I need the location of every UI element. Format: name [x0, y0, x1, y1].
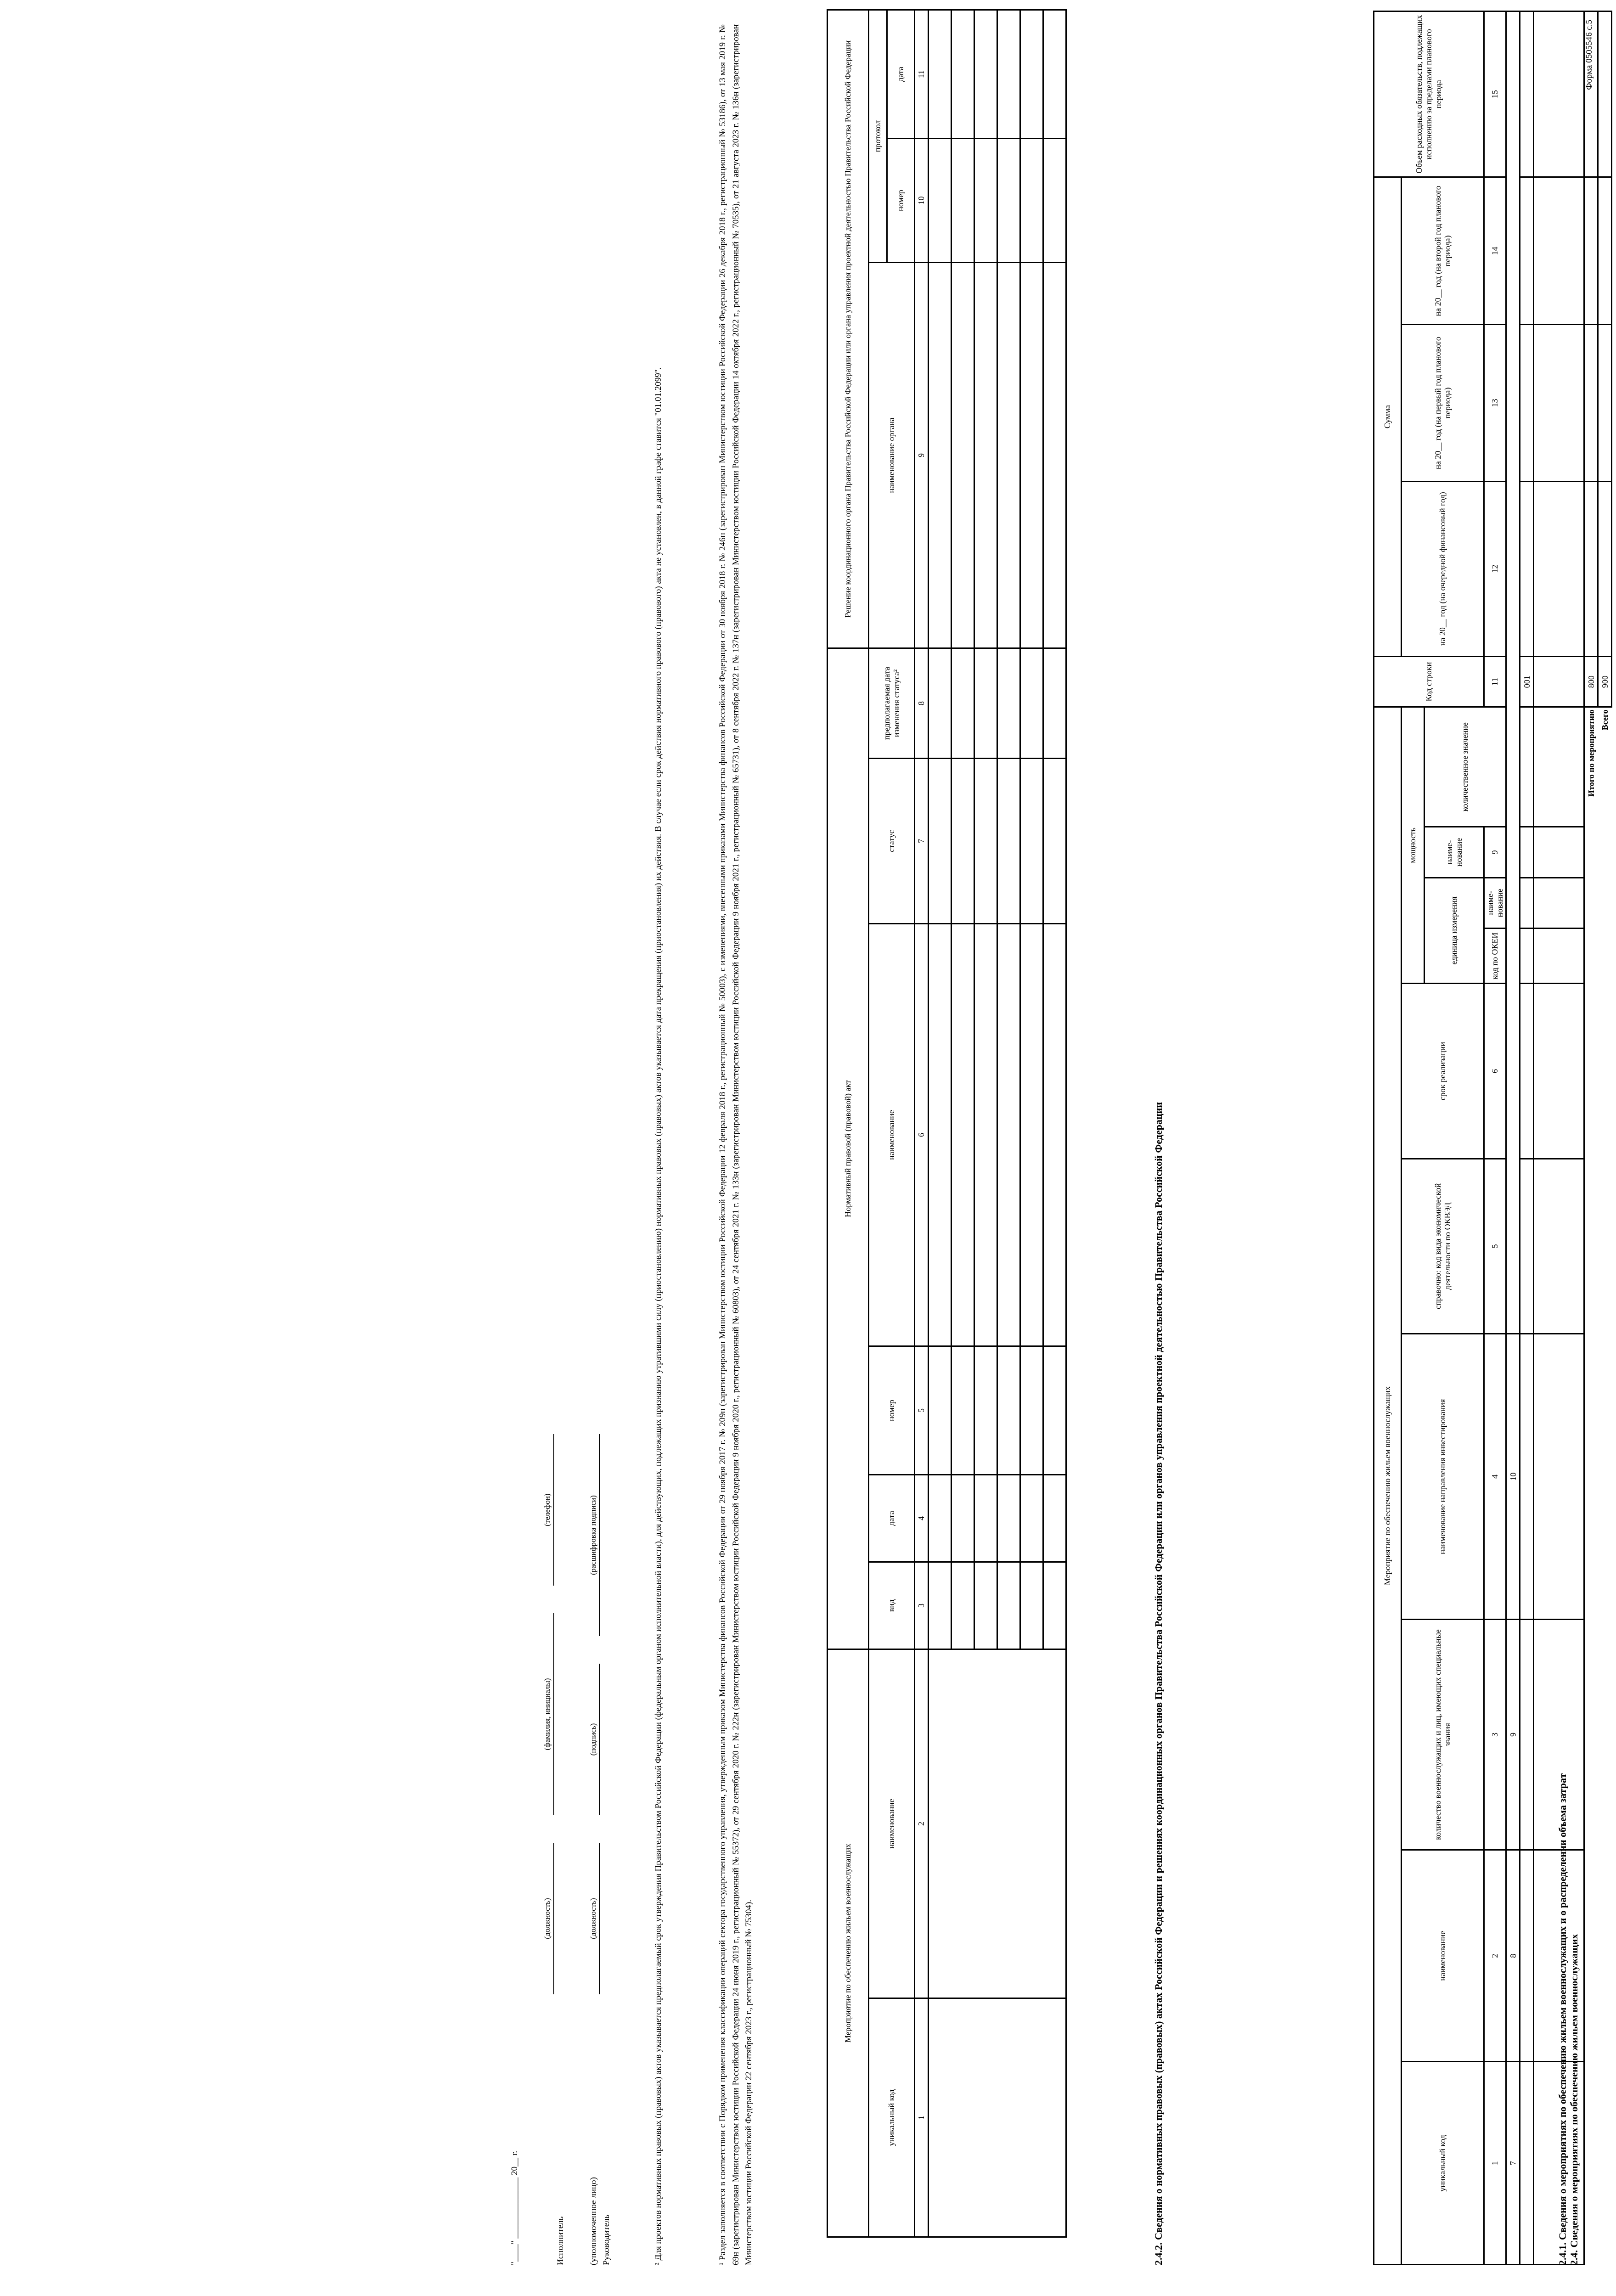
t1-col-year3: на 20__ год (на второй год планового периода)	[1402, 177, 1484, 325]
t2-num-8: 8	[915, 648, 929, 758]
table-row	[929, 10, 952, 2237]
t1-num-15: 15	[1484, 11, 1506, 177]
head-signature-caption: (подпись)	[589, 1723, 597, 1756]
table-row	[1520, 11, 1534, 2265]
events-table	[1373, 11, 1612, 2265]
section-2-4-title: 2.4. Сведения о мероприятиях по обеспечению жильем военнослужащих	[1568, 1934, 1580, 2265]
section-2-4-2-title: 2.4.2. Сведения о нормативных правовых (правовых) актах Российской Федерации и решениях координационных органов Правительства Российской Федерации или органов управления проектной деятельностью Правительства Российской Федерации	[1153, 1102, 1164, 2265]
head-position-line	[599, 1843, 600, 1994]
t1-col-obligations: Объем расходных обязательств, подлежащих исполнению за пределами планового периода	[1374, 11, 1484, 177]
t1-total-code: 900	[1598, 656, 1612, 707]
acts-table	[827, 9, 1067, 2238]
executor-position-line	[553, 1843, 554, 1994]
t1-row-code-001: 001	[1520, 656, 1534, 707]
t1-num-9b: 9	[1506, 1620, 1520, 1850]
t1-num-6: 6	[1484, 984, 1506, 1159]
t2-col-date: дата	[869, 1474, 915, 1562]
executor-position-caption: (должность)	[543, 1898, 552, 1939]
t1-num-8: 8	[1506, 1850, 1520, 2062]
subtotal-row	[1584, 11, 1598, 2265]
t2-col-number: номер	[869, 1346, 915, 1474]
t2-col-protocol: протокол	[869, 10, 887, 262]
executor-fio-caption: (фамилия, инициалы)	[543, 1678, 552, 1750]
t1-col-sum: Сумма	[1374, 177, 1402, 657]
executor-fio-line	[553, 1613, 554, 1815]
t2-col-act-name: наименование	[869, 923, 915, 1346]
head-sub: (уполномоченное лицо)	[589, 2177, 598, 2265]
footnote-2: ² Для проектов нормативных правовых (правовых) актов указывается предполагаемый срок утверждения Правительством Российской Федерации (федеральным органом исполнительной власти), для действующих, подлежащих признанию утратившими силу (приостановлению) нормативных правовых (правовых) актов указывается дата прекращения (приостановления) их действия. В случае если срок действия нормативного правового (правового) акта не установлен, в данной графе ставится "01.01.2099".	[653, 367, 663, 2265]
executor-phone-line	[553, 1434, 554, 1586]
t1-num-9: 9	[1484, 827, 1506, 878]
t1-col-capacity: мощность	[1402, 707, 1425, 984]
t1-num-12: 12	[1484, 481, 1506, 656]
footnote-1: ¹ Раздел заполняется в соответствии с Порядком применения классификации операций сектора государственного управления, утвержденным приказом Министерства финансов Российской Федерации от 29 ноября 2017 г. № 209н (зарегистрирован Министерством юстиции Российской Федерации 12 февраля 2018 г., регистрационный № 50003), с изменениями, внесенными приказами Министерства финансов Российской Федерации от 30 ноября 2018 г. № 246н (зарегистрирован Министерством юстиции Российской Федерации 26 декабря 2018 г., регистрационный № 53186), от 13 мая 2019 г. № 69н (зарегистрирован Министерством юстиции Российской Федерации 24 июня 2019 г., регистрационный № 55372), от 29 сентября 2020 г. № 222н (зарегистрирован Министерством юстиции Российской Федерации 9 ноября 2020 г., регистрационный № 60803), от 24 сентября 2021 г. № 133н (зарегистрирован Министерством юстиции Российской Федерации 9 ноября 2021 г., регистрационный № 65731), от 8 сентября 2022 г. № 137н (зарегистрирован Министерством юстиции Российской Федерации 14 октября 2022 г., регистрационный № 70535), от 21 августа 2023 г. № 136н (зарегистрирован Министерством юстиции Российской Федерации 22 сентября 2023 г., регистрационный № 75304).	[718, 24, 754, 2265]
head-decoding-line	[599, 1434, 600, 1636]
t2-num-11: 11	[915, 10, 929, 138]
t1-col-okei: код по ОКЕИ	[1484, 929, 1506, 984]
t1-num-7: 7	[1506, 2062, 1520, 2265]
t1-col-quantity: количественное значение	[1425, 707, 1506, 827]
t1-col-count: количество военнослужащих и лиц, имеющих специальные звания	[1402, 1620, 1484, 1850]
t1-col-year1: на 20__ год (на очередной финансовый год)	[1402, 481, 1484, 656]
head-position-caption: (должность)	[589, 1898, 597, 1939]
total-row	[1598, 11, 1612, 2265]
t2-col-org-name: наименование органа	[869, 262, 915, 648]
t2-col-name: наименование	[869, 1649, 915, 1998]
head-decoding-caption: (расшифровка подписи)	[589, 1495, 597, 1575]
t1-col-direction: наименование направления инвестирования	[1402, 1334, 1484, 1620]
t2-num-6: 6	[915, 923, 929, 1346]
t1-col-unique-code: уникальный код	[1402, 2062, 1484, 2265]
t2-col-type: вид	[869, 1562, 915, 1649]
t1-group-header: Мероприятие по обеспечению жильем военнослужащих	[1374, 707, 1402, 2265]
date-line: "____" ______________ 20__ г.	[510, 2150, 519, 2265]
executor-phone-caption: (телефон)	[543, 1493, 552, 1526]
t1-num-14: 14	[1484, 177, 1506, 325]
t1-num-10: 10	[1506, 1334, 1520, 1620]
t1-col-row-code: Код строки	[1374, 656, 1484, 707]
t1-col-okved: справочно: код вида экономической деятельности по ОКВЭД	[1402, 1159, 1484, 1334]
t1-num-13: 13	[1484, 325, 1506, 481]
t1-col-year2: на 20__ год (на первый год планового периода)	[1402, 325, 1484, 481]
t1-col-unit: единица измерения	[1425, 878, 1484, 984]
t1-num-4: 4	[1484, 1334, 1506, 1620]
t1-num-2: 2	[1484, 1850, 1506, 2062]
t1-col-unit-name: наиме-нование	[1484, 878, 1506, 928]
t2-col-unique-code: уникальный код	[869, 1998, 915, 2237]
t1-total-label: Всего	[1600, 709, 1610, 731]
t1-col-name: наименование	[1402, 1850, 1484, 2062]
t2-num-1: 1	[915, 1998, 929, 2237]
t2-col-status: статус	[869, 758, 915, 923]
t1-num-11: 11	[1484, 656, 1506, 707]
t2-col-proto-date: дата	[887, 10, 915, 138]
t2-group-event: Мероприятие по обеспечению жильем военнослужащих	[828, 1649, 869, 2237]
t2-num-9: 9	[915, 262, 929, 648]
t2-num-2: 2	[915, 1649, 929, 1998]
table-row	[1534, 11, 1584, 2265]
section-2-4-1-title: 2.4.1. Сведения о мероприятиях по обеспечению жильем военнослужащих и о распределении объема затрат	[1557, 1773, 1568, 2265]
t2-col-proto-number: номер	[887, 138, 915, 262]
t1-subtotal-label: Итого по мероприятию	[1584, 707, 1598, 2265]
t1-num-3: 3	[1484, 1620, 1506, 1850]
t2-num-5: 5	[915, 1346, 929, 1474]
t2-num-7: 7	[915, 758, 929, 923]
t2-num-10: 10	[915, 138, 929, 262]
t1-subtotal-code: 800	[1584, 656, 1598, 707]
t2-group-decision: Решение координационного органа Правительства Российской Федерации или органа управления проектной деятельностью Правительства Российской Федерации	[828, 10, 869, 648]
t1-col-term: срок реализации	[1402, 984, 1484, 1159]
form-code: Форма 0505546 с.5	[1584, 20, 1594, 90]
t1-num-1: 1	[1484, 2062, 1506, 2265]
t1-col-cap-name: наиме-нование	[1425, 827, 1484, 878]
t1-num-5: 5	[1484, 1159, 1506, 1334]
executor-label: Исполнитель	[556, 2216, 565, 2265]
head-label: Руководитель	[602, 2214, 611, 2265]
t2-num-4: 4	[915, 1474, 929, 1562]
head-signature-line	[599, 1664, 600, 1815]
t2-num-3: 3	[915, 1562, 929, 1649]
t2-col-status-date: предполагаемая дата изменения статуса²	[869, 648, 915, 758]
t2-group-act: Нормативный правовой (правовой) акт	[828, 648, 869, 1649]
